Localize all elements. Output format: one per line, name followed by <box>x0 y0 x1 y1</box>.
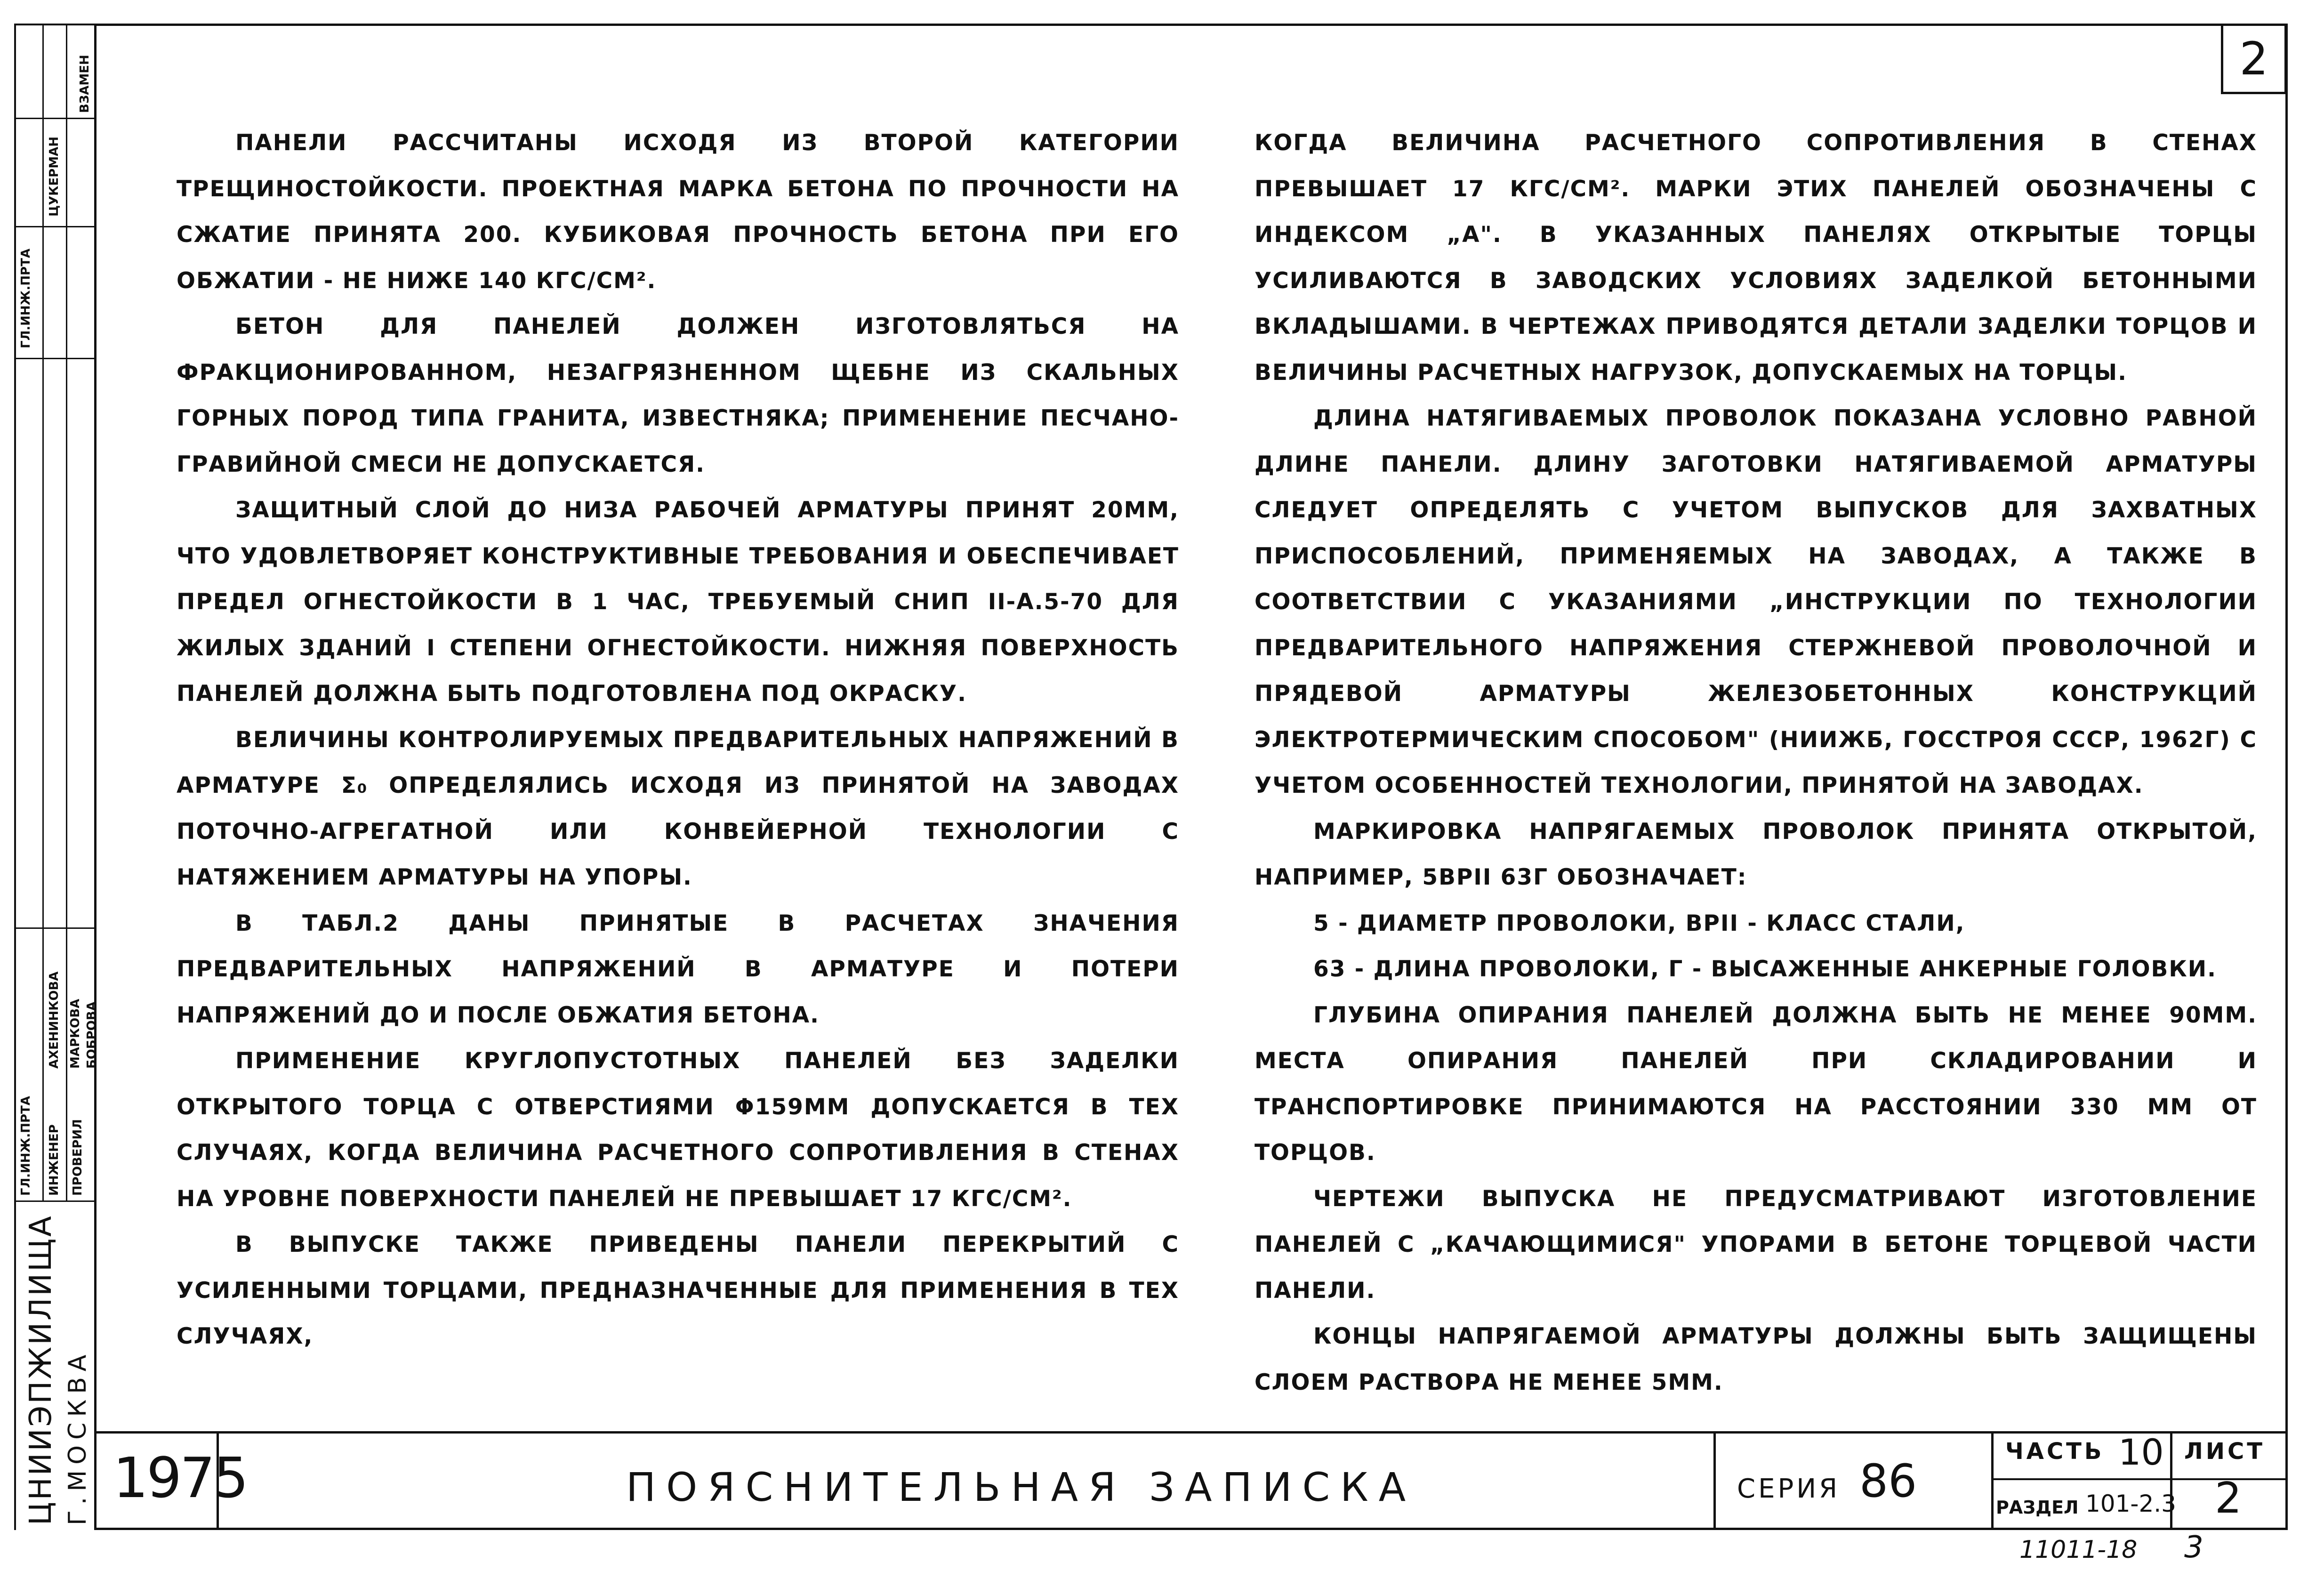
right-column-text <box>1254 120 2257 1405</box>
side-stamp-role-1: ГЛ.ИНЖ.ПРТА <box>19 1096 33 1196</box>
left-paragraph: В ВЫПУСКЕ ТАКЖЕ ПРИВЕДЕНЫ ПАНЕЛИ ПЕРЕКРЫТИЙ С УСИЛЕННЫМИ ТОРЦАМИ, ПРЕДНАЗНАЧЕННЫЕ ДЛЯ ПРИМЕНЕНИЯ В ТЕХ СЛУЧАЯХ, <box>177 1232 1179 1349</box>
footer-code: 11011-18 <box>2019 1536 2138 1564</box>
right-paragraph: ГЛУБИНА ОПИРАНИЯ ПАНЕЛЕЙ ДОЛЖНА БЫТЬ НЕ МЕНЕЕ 90ММ. МЕСТА ОПИРАНИЯ ПАНЕЛЕЙ ПРИ СКЛАДИРОВАНИИ И ТРАНСПОРТИРОВКЕ ПРИНИМАЮТСЯ НА РАССТОЯНИИ 330 ММ ОТ ТОРЦОВ. <box>1254 1002 2257 1166</box>
side-stamp-row1: ВЗАМЕН <box>78 55 92 113</box>
right-paragraph: МАРКИРОВКА НАПРЯГАЕМЫХ ПРОВОЛОК ПРИНЯТА ОТКРЫТОЙ, НАПРИМЕР, 5ВРII 63Г ОБОЗНАЧАЕТ: <box>1254 818 2257 890</box>
side-stamp-left <box>14 24 16 1530</box>
part-label: ЧАСТЬ <box>2005 1438 2105 1465</box>
side-stamp-top <box>14 24 96 25</box>
right-paragraph: ДЛИНА НАТЯГИВАЕМЫХ ПРОВОЛОК ПОКАЗАНА УСЛОВНО РАВНОЙ ДЛИНЕ ПАНЕЛИ. ДЛИНУ ЗАГОТОВКИ НАТЯГИВАЕМОЙ АРМАТУРЫ СЛЕДУЕТ ОПРЕДЕЛЯТЬ С УЧЕТОМ ВЫПУСКОВ ДЛЯ ЗАХВАТНЫХ ПРИСПОСОБЛЕНИЙ, ПРИМЕНЯЕМЫХ НА ЗАВОДАХ, А ТАКЖЕ В СООТВЕТСТВИИ С УКАЗАНИЯМИ „ИНСТРУКЦИИ ПО ТЕХНОЛОГИИ ПРЕДВАРИТЕЛЬНОГО НАПРЯЖЕНИЯ СТЕРЖНЕВОЙ ПРОВОЛОЧНОЙ И ПРЯДЕВОЙ АРМАТУРЫ ЖЕЛЕЗОБЕТОННЫХ КОНСТРУКЦИЙ ЭЛЕКТРОТЕРМИЧЕСКИМ СПОСОБОМ" (НИИЖБ, ГОССТРОЯ СССР, 1962Г) С УЧЕТОМ ОСОБЕННОСТЕЙ ТЕХНОЛОГИИ, ПРИНЯТОЙ НА ЗАВОДАХ. <box>1254 405 2257 798</box>
series-value: 86 <box>1859 1455 1917 1507</box>
sheet-value: 2 <box>2215 1474 2242 1523</box>
year: 1975 <box>113 1445 247 1510</box>
side-stamp-row2: ЦУКЕРМАН <box>47 137 61 217</box>
part-value: 10 <box>2118 1431 2164 1473</box>
right-paragraph: КОГДА ВЕЛИЧИНА РАСЧЕТНОГО СОПРОТИВЛЕНИЯ В СТЕНАХ ПРЕВЫШАЕТ 17 КГС/СМ². МАРКИ ЭТИХ ПАНЕЛЕЙ ОБОЗНАЧЕНЫ С ИНДЕКСОМ „А". В УКАЗАННЫХ ПАНЕЛЯХ ОТКРЫТЫЕ ТОРЦЫ УСИЛИВАЮТСЯ В ЗАВОДСКИХ УСЛОВИЯХ ЗАДЕЛКОЙ БЕТОННЫМИ ВКЛАДЫШАМИ. В ЧЕРТЕЖАХ ПРИВОДЯТСЯ ДЕТАЛИ ЗАДЕЛКИ ТОРЦОВ И ВЕЛИЧИНЫ РАСЧЕТНЫХ НАГРУЗОК, ДОПУСКАЕМЫХ НА ТОРЦЫ. <box>1254 130 2257 386</box>
side-stamp-name-3: БОБРОВА <box>85 1001 99 1069</box>
section-label: РАЗДЕЛ <box>1996 1497 2079 1518</box>
side-stamp-role-3: ПРОВЕРИЛ <box>71 1119 85 1196</box>
organization-city: Г.МОСКВА <box>64 1349 92 1525</box>
series-label: СЕРИЯ <box>1737 1474 1841 1504</box>
frame-bottom <box>94 1528 2288 1530</box>
side-stamp-role-2: ИНЖЕНЕР <box>47 1124 61 1196</box>
side-stamp-sep3 <box>14 358 96 359</box>
frame-right <box>2285 24 2288 1530</box>
left-paragraph: ПРИМЕНЕНИЕ КРУГЛОПУСТОТНЫХ ПАНЕЛЕЙ БЕЗ ЗАДЕЛКИ ОТКРЫТОГО ТОРЦА С ОТВЕРСТИЯМИ Φ159ММ ДОПУСКАЕТСЯ В ТЕХ СЛУЧАЯХ, КОГДА ВЕЛИЧИНА РАСЧЕТНОГО СОПРОТИВЛЕНИЯ В СТЕНАХ НА УРОВНЕ ПОВЕРХНОСТИ ПАНЕЛЕЙ НЕ ПРЕВЫШАЕТ 17 КГС/СМ². <box>177 1048 1179 1212</box>
side-stamp-sep5 <box>14 1200 96 1202</box>
right-paragraph: 5 - ДИАМЕТР ПРОВОЛОКИ, ВРII - КЛАСС СТАЛИ, <box>1313 910 1965 936</box>
left-paragraph: ВЕЛИЧИНЫ КОНТРОЛИРУЕМЫХ ПРЕДВАРИТЕЛЬНЫХ НАПРЯЖЕНИЙ В АРМАТУРЕ Σ₀ ОПРЕДЕЛЯЛИСЬ ИСХОДЯ ИЗ ПРИНЯТОЙ НА ЗАВОДАХ ПОТОЧНО-АГРЕГАТНОЙ ИЛИ КОНВЕЙЕРНОЙ ТЕХНОЛОГИИ С НАТЯЖЕНИЕМ АРМАТУРЫ НА УПОРЫ. <box>177 726 1179 890</box>
right-paragraph: КОНЦЫ НАПРЯГАЕМОЙ АРМАТУРЫ ДОЛЖНЫ БЫТЬ ЗАЩИЩЕНЫ СЛОЕМ РАСТВОРА НЕ МЕНЕЕ 5ММ. <box>1254 1323 2257 1395</box>
side-stamp-name-1: АХЕНИНКОВА <box>47 971 61 1069</box>
organization-name: ЦНИИЭПЖИЛИЩА <box>24 1214 58 1525</box>
right-paragraph: 63 - ДЛИНА ПРОВОЛОКИ, Г - ВЫСАЖЕННЫЕ АНКЕРНЫЕ ГОЛОВКИ. <box>1313 956 2217 982</box>
left-column-text <box>177 120 1179 1360</box>
left-paragraph: БЕТОН ДЛЯ ПАНЕЛЕЙ ДОЛЖЕН ИЗГОТОВЛЯТЬСЯ НА ФРАКЦИОНИРОВАННОМ, НЕЗАГРЯЗНЕННОМ ЩЕБНЕ ИЗ СКАЛЬНЫХ ГОРНЫХ ПОРОД ТИПА ГРАНИТА, ИЗВЕСТНЯКА; ПРИМЕНЕНИЕ ПЕСЧАНО-ГРАВИЙНОЙ СМЕСИ НЕ ДОПУСКАЕТСЯ. <box>177 314 1179 477</box>
sheet-label: ЛИСТ <box>2184 1438 2266 1465</box>
title-block-top <box>94 1431 2288 1434</box>
sheet-number-top: 2 <box>2221 24 2287 94</box>
document-title: ПОЯСНИТЕЛЬНАЯ ЗАПИСКА <box>626 1464 1416 1510</box>
title-block-div-series <box>1991 1431 1994 1530</box>
side-stamp-mid1 <box>42 24 44 1200</box>
left-paragraph: В ТАБЛ.2 ДАНЫ ПРИНЯТЫЕ В РАСЧЕТАХ ЗНАЧЕНИЯ ПРЕДВАРИТЕЛЬНЫХ НАПРЯЖЕНИЙ В АРМАТУРЕ И ПОТЕРИ НАПРЯЖЕНИЙ ДО И ПОСЛЕ ОБЖАТИЯ БЕТОНА. <box>177 910 1179 1028</box>
title-block-mid <box>1991 1478 2288 1480</box>
side-stamp-sep2 <box>14 226 96 227</box>
left-paragraph: ЗАЩИТНЫЙ СЛОЙ ДО НИЗА РАБОЧЕЙ АРМАТУРЫ ПРИНЯТ 20ММ, ЧТО УДОВЛЕТВОРЯЕТ КОНСТРУКТИВНЫЕ ТРЕБОВАНИЯ И ОБЕСПЕЧИВАЕТ ПРЕДЕЛ ОГНЕСТОЙКОСТИ В 1 ЧАС, ТРЕБУЕМЫЙ СНИП II-А.5-70 ДЛЯ ЖИЛЫХ ЗДАНИЙ I СТЕПЕНИ ОГНЕСТОЙКОСТИ. НИЖНЯЯ ПОВЕРХНОСТЬ ПАНЕЛЕЙ ДОЛЖНА БЫТЬ ПОДГОТОВЛЕНА ПОД ОКРАСКУ. <box>177 497 1179 707</box>
side-stamp-sep4 <box>14 927 96 929</box>
frame-top <box>94 24 2288 26</box>
side-stamp-name-2: МАРКОВА <box>68 999 82 1069</box>
side-stamp-row3: ГЛ.ИНЖ.ПРТА <box>19 249 33 348</box>
left-paragraph: ПАНЕЛИ РАССЧИТАНЫ ИСХОДЯ ИЗ ВТОРОЙ КАТЕГОРИИ ТРЕЩИНОСТОЙКОСТИ. ПРОЕКТНАЯ МАРКА БЕТОНА ПО ПРОЧНОСТИ НА СЖАТИЕ ПРИНЯТА 200. КУБИКОВАЯ ПРОЧНОСТЬ БЕТОНА ПРИ ЕГО ОБЖАТИИ - НЕ НИЖЕ 140 КГС/СМ². <box>177 130 1179 294</box>
footer-page: 3 <box>2184 1530 2203 1565</box>
title-block-div-title <box>1713 1431 1716 1530</box>
right-paragraph: ЧЕРТЕЖИ ВЫПУСКА НЕ ПРЕДУСМАТРИВАЮТ ИЗГОТОВЛЕНИЕ ПАНЕЛЕЙ С „КАЧАЮЩИМИСЯ" УПОРАМИ В БЕТОНЕ ТОРЦЕВОЙ ЧАСТИ ПАНЕЛИ. <box>1254 1185 2257 1304</box>
side-stamp-sep1 <box>14 118 96 119</box>
frame-left <box>94 24 96 1530</box>
section-value: 101-2.3 <box>2085 1490 2176 1517</box>
side-stamp-mid2 <box>66 24 67 1200</box>
